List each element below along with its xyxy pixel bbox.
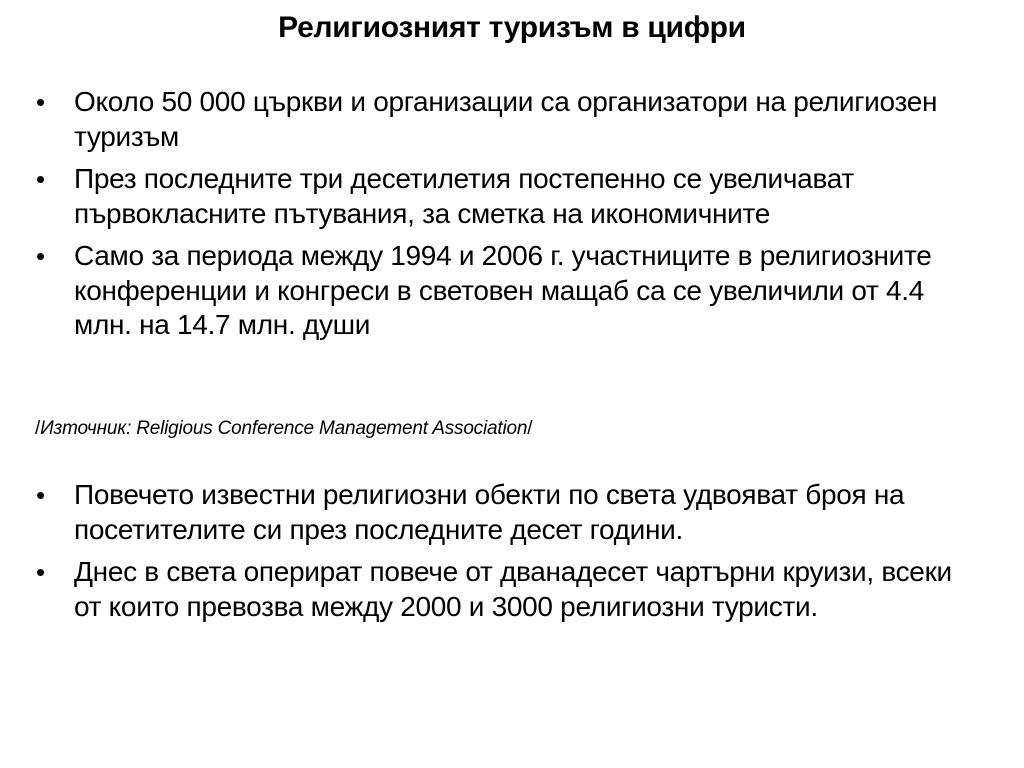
source-slash-open: /	[35, 418, 41, 439]
bullet-text: Само за периода между 1994 и 2006 г. участниците в религиозните конференции и конгреси в световен мащаб са се увеличили от 4.4 млн. на 14.7 млн. души	[74, 240, 932, 340]
source-note	[35, 417, 532, 441]
bullet-text: През последните три десетилетия постепенно се увеличават първокласните пътувания, за сметка на икономичните	[74, 163, 854, 229]
bullet-item	[36, 162, 986, 231]
bullet-item	[36, 85, 986, 154]
bullet-text: Повечето известни религиозни обекти по света удвояват броя на посетителите си през последните десет години.	[74, 479, 905, 545]
bullet-text: Около 50 000 църкви и организации са организатори на религиозен туризъм	[74, 86, 938, 152]
bullet-icon: •	[36, 241, 45, 271]
bullet-icon: •	[36, 480, 45, 510]
bullet-icon: •	[36, 87, 45, 117]
bullet-list-bottom	[36, 478, 986, 632]
bullet-item	[36, 239, 986, 343]
bullet-text: Днес в света оперират повече от дванадесет чартърни круизи, всеки от които превозва между 2000 и 3000 религиозни туристи.	[74, 556, 952, 622]
bullet-icon: •	[36, 164, 45, 194]
slide-title: Религиозният туризъм в цифри	[278, 11, 746, 44]
source-slash-close: /	[527, 418, 533, 439]
bullet-list-top	[36, 85, 986, 351]
bullet-item	[36, 555, 986, 624]
source-text: Източник: Religious Conference Management Association	[40, 418, 528, 439]
bullet-item	[36, 478, 986, 547]
bullet-icon: •	[36, 557, 45, 587]
